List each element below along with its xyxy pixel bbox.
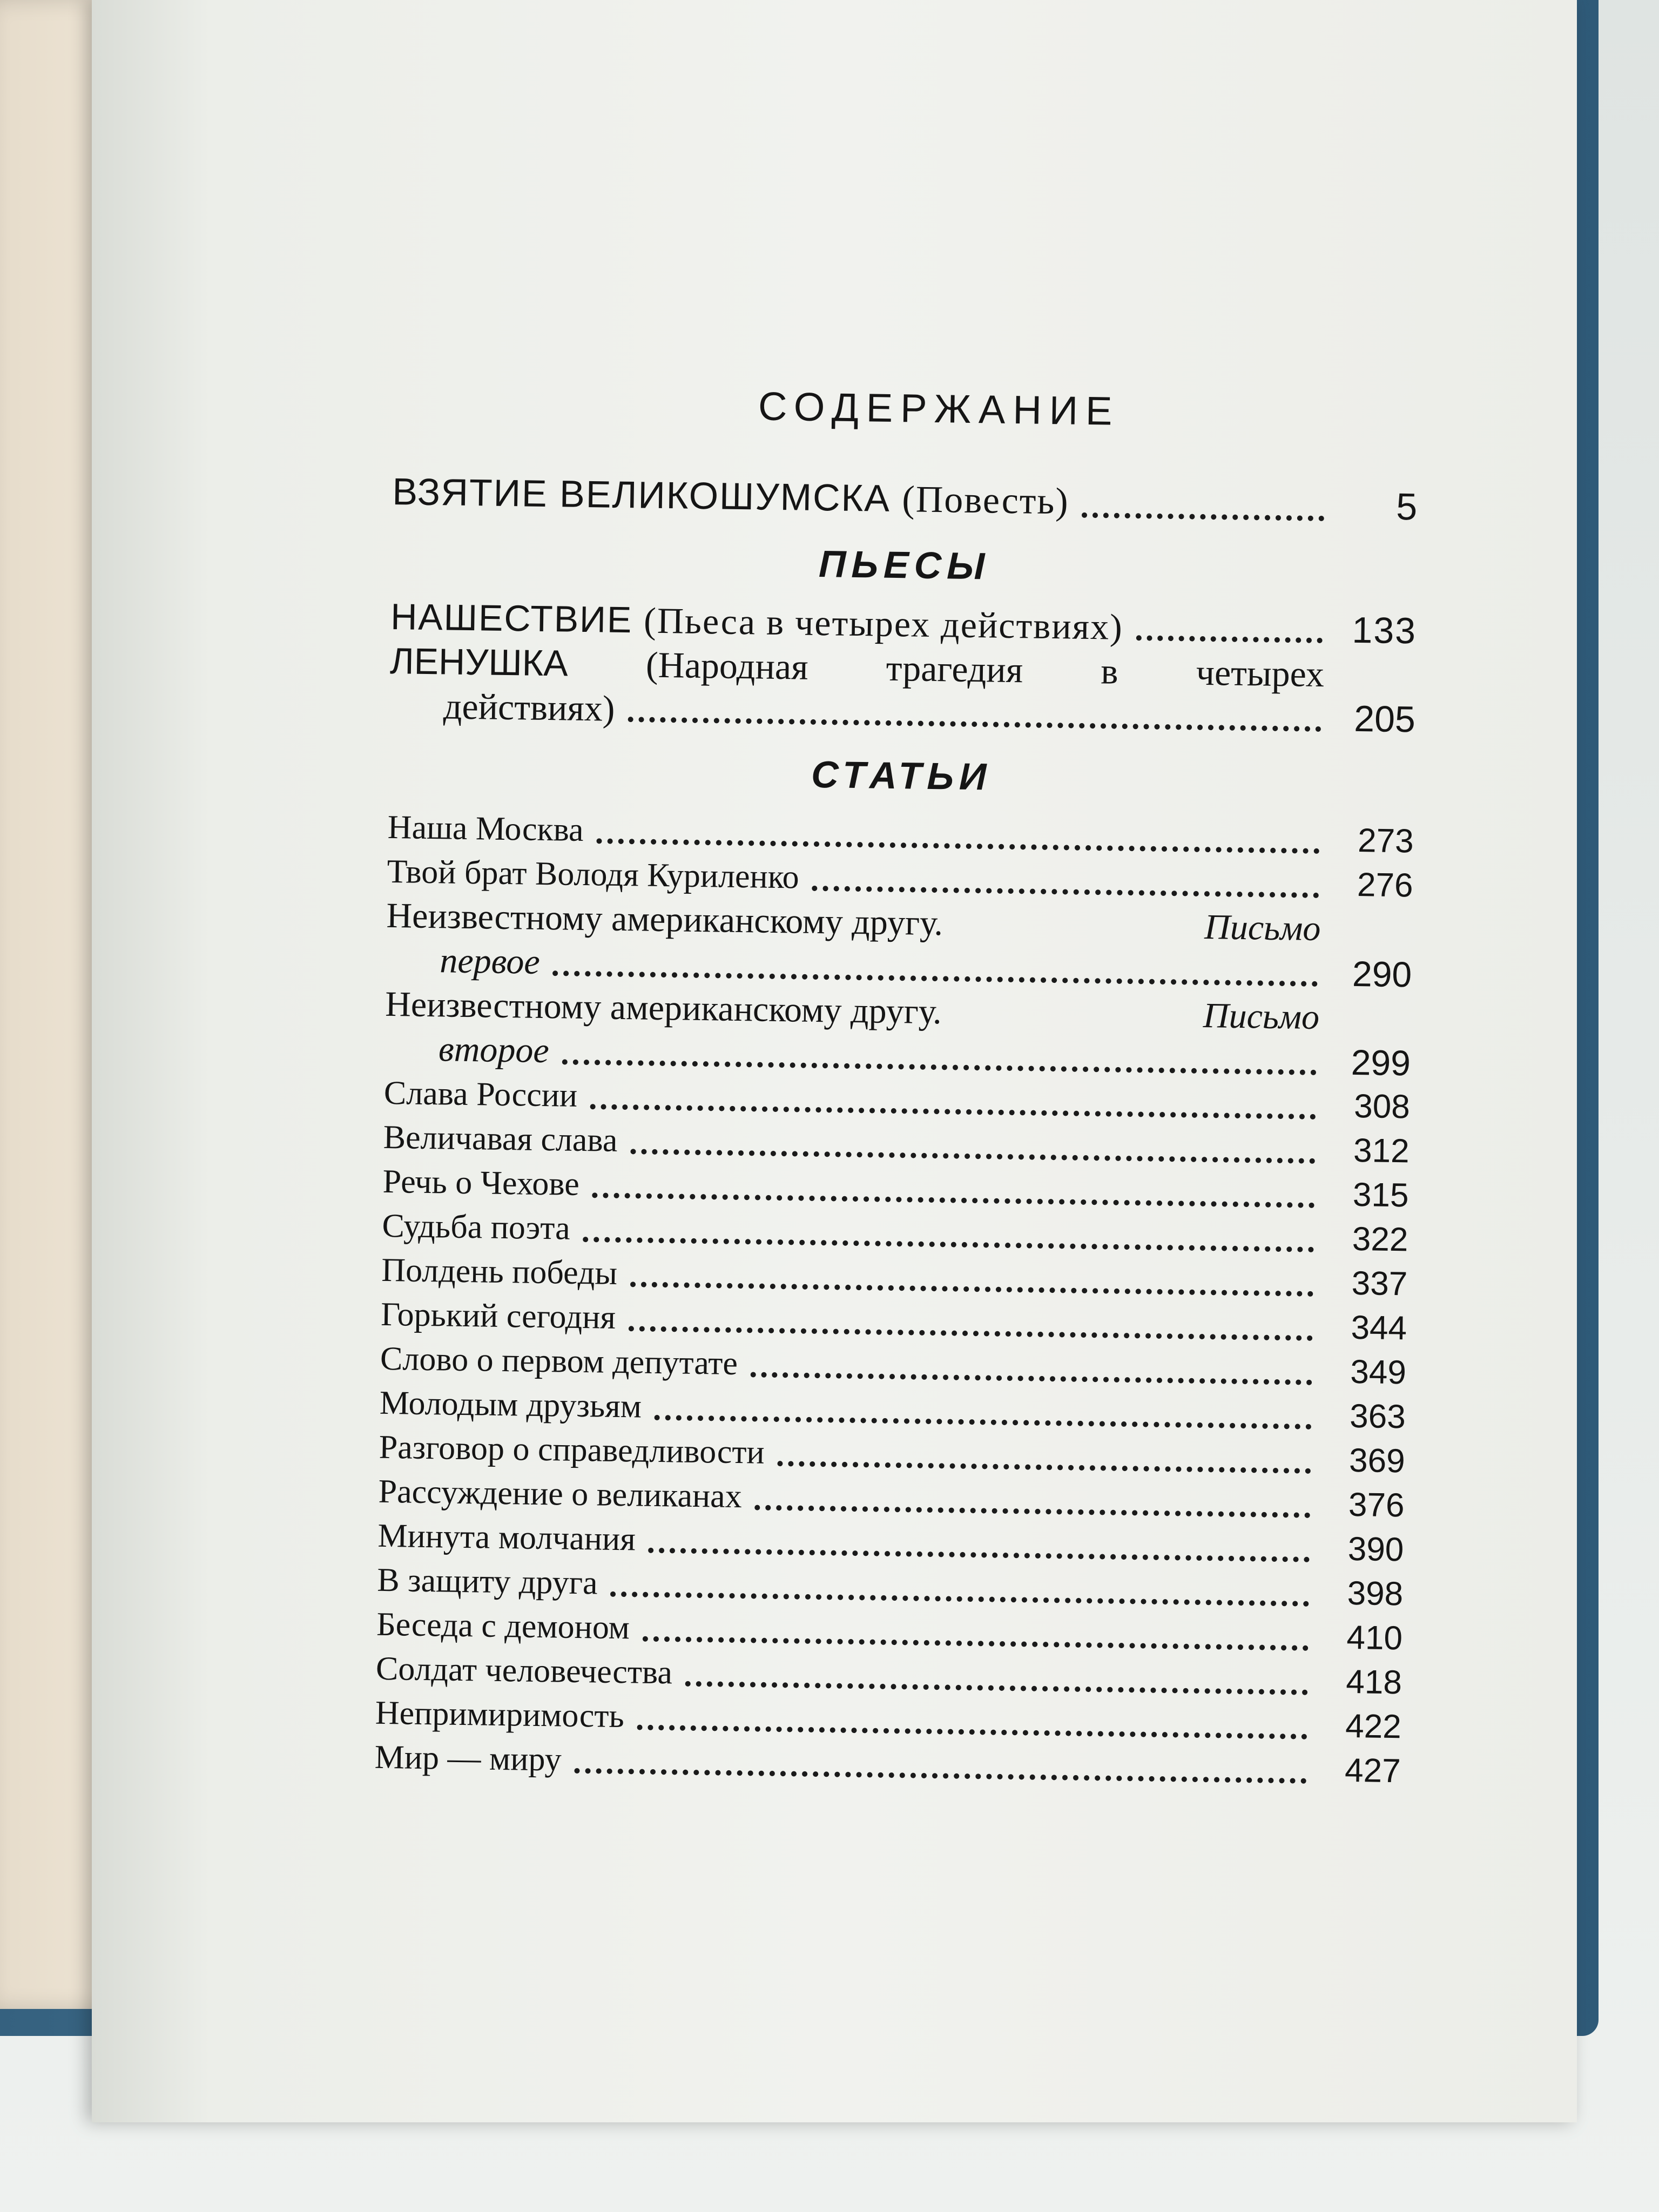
page-number: 322 (1352, 1220, 1408, 1259)
page-number: 398 (1347, 1574, 1404, 1613)
entry-note: (Пьеса в четырех действиях) (643, 599, 1124, 648)
dot-leader (754, 1505, 1310, 1518)
page-number: 422 (1345, 1707, 1402, 1746)
dot-leader (637, 1725, 1307, 1739)
entry-title: Величавая слава (383, 1118, 618, 1159)
entry-title: Минута молчания (377, 1517, 636, 1558)
dot-leader (1082, 512, 1324, 521)
entry-title: Твой брат Володя Куриленко (387, 853, 800, 896)
page-number: 418 (1345, 1663, 1402, 1702)
page-number: 299 (1351, 1042, 1411, 1083)
entry-title: Рассуждение о великанах (378, 1473, 743, 1515)
right-page (92, 0, 1577, 2122)
entry-title: Наша Москва (387, 808, 584, 848)
page-number: 5 (1395, 485, 1419, 528)
dot-leader (562, 1059, 1316, 1075)
entry-title: Горький сегодня (380, 1296, 616, 1336)
section-heading-plays: ПЬЕСЫ (818, 543, 990, 588)
page-number: 337 (1351, 1264, 1408, 1303)
dot-leader (592, 1192, 1314, 1208)
table-of-contents (374, 356, 1420, 1793)
dot-leader (643, 1636, 1309, 1651)
dot-leader (1136, 635, 1323, 643)
toc-entry: Неизвестному американскому другу. Письмо второе 299 (385, 982, 1412, 1085)
page-number: 376 (1348, 1486, 1405, 1525)
page-number: 290 (1352, 953, 1412, 995)
toc-entry: Неизвестному американскому другу. Письмо первое 290 (386, 894, 1413, 997)
dot-leader (751, 1372, 1312, 1385)
page-number: 390 (1347, 1530, 1404, 1569)
entry-title: Мир — миру (374, 1738, 562, 1778)
dot-leader (812, 886, 1319, 898)
entry-title: Слово о первом депутате (380, 1340, 738, 1382)
dot-leader (596, 838, 1319, 854)
toc-entry-play: ЛЕНУШКА (Народная трагедия в четырех действиях) 205 (389, 639, 1416, 742)
page-number: 276 (1357, 866, 1413, 905)
dot-leader (629, 1326, 1313, 1341)
toc-entry-lead (392, 467, 1419, 531)
dot-leader (630, 1149, 1315, 1164)
entry-title: ЛЕНУШКА (389, 640, 569, 684)
page-number: 344 (1351, 1309, 1407, 1347)
dot-leader (630, 1282, 1313, 1297)
page-number: 315 (1352, 1176, 1409, 1215)
page-number: 205 (1353, 698, 1416, 740)
dot-leader (610, 1591, 1309, 1607)
entry-title: ВЗЯТИЕ ВЕЛИКОШУМСКА (392, 470, 891, 520)
section-heading-articles: СТАТЬИ (811, 753, 992, 798)
entry-title: Разговор о справедливости (379, 1428, 765, 1471)
page-number: 363 (1349, 1397, 1406, 1436)
articles-list (374, 805, 1414, 1793)
entry-title: Речь о Чехове (382, 1163, 580, 1203)
entry-title: Полдень победы (381, 1251, 618, 1292)
dot-leader (655, 1415, 1312, 1429)
dot-leader (583, 1237, 1314, 1252)
dot-leader (777, 1461, 1311, 1474)
dot-leader (574, 1768, 1306, 1784)
entry-title: Неизвестному американскому другу. (386, 895, 943, 943)
page-number: 349 (1350, 1353, 1407, 1392)
entry-title: Непримиримость (375, 1694, 625, 1735)
dot-leader (552, 970, 1318, 987)
toc-heading: СОДЕРЖАНИЕ (758, 383, 1120, 434)
entry-title: Неизвестному американскому другу. (385, 984, 942, 1032)
entry-title: Слава России (383, 1074, 578, 1114)
page-number: 133 (1352, 609, 1417, 652)
page-number: 312 (1353, 1131, 1410, 1170)
dot-leader (590, 1104, 1316, 1120)
entry-note: (Повесть) (901, 478, 1070, 523)
page-number: 369 (1348, 1441, 1406, 1480)
entry-title: В защиту друга (376, 1561, 598, 1602)
dot-leader (628, 717, 1321, 732)
entry-title: Молодым друзьям (379, 1384, 642, 1425)
dot-leader (648, 1548, 1310, 1562)
entry-title: Беседа с демоном (376, 1606, 630, 1647)
entry-title: Судьба поэта (382, 1207, 571, 1247)
page-number: 427 (1344, 1751, 1401, 1790)
page-number: 308 (1353, 1087, 1411, 1126)
dot-leader (685, 1681, 1308, 1695)
entry-title: НАШЕСТВИЕ (390, 596, 633, 641)
page-number: 410 (1346, 1618, 1403, 1657)
entry-title: Солдат человечества (375, 1650, 673, 1691)
page-number: 273 (1357, 822, 1414, 860)
